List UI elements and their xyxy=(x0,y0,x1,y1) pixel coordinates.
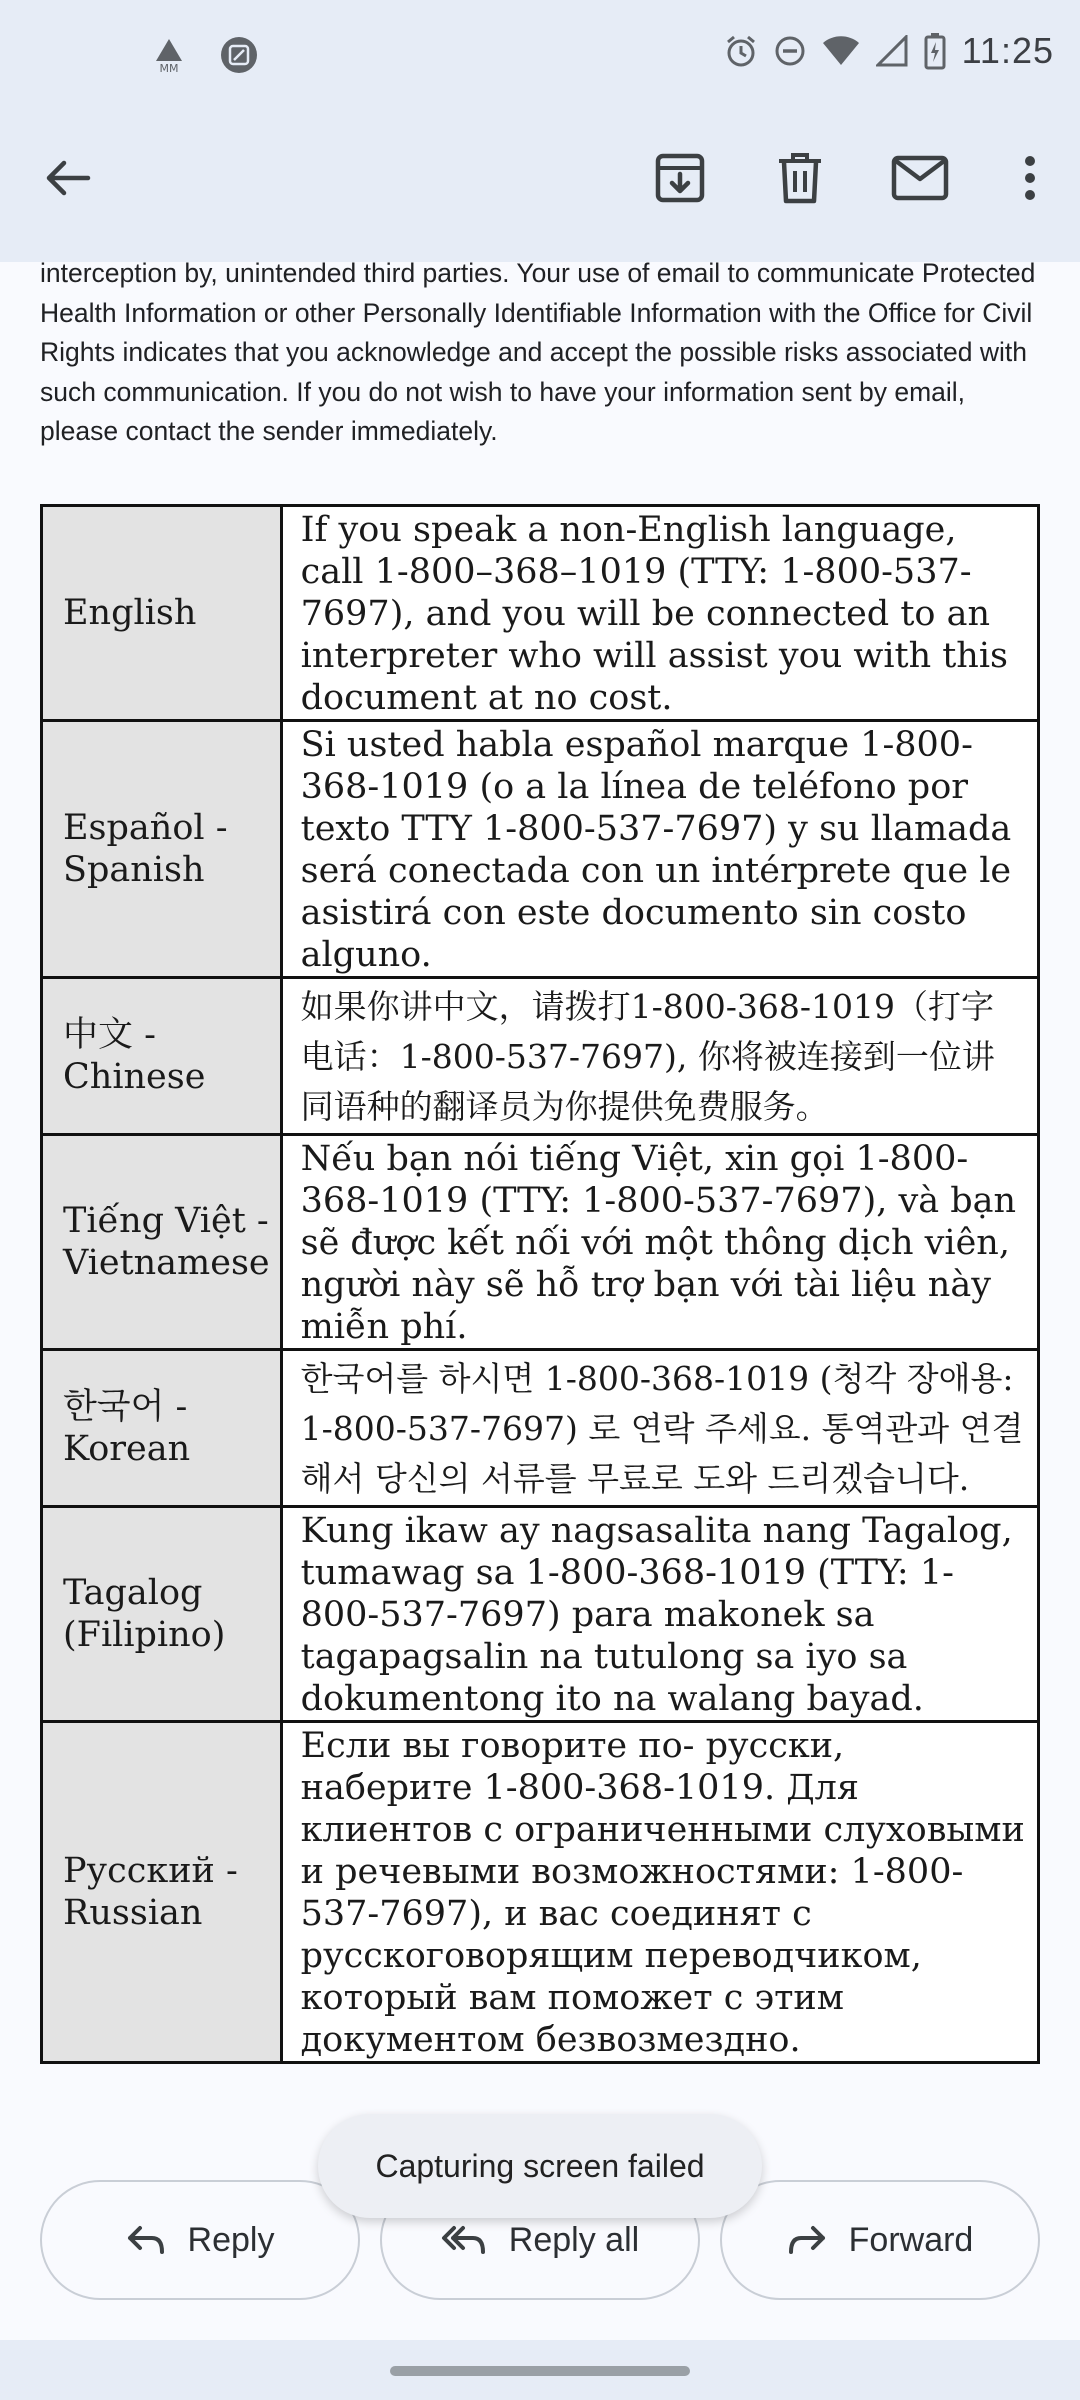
reply-button[interactable] xyxy=(40,2180,360,2300)
language-text: Kung ikaw ay nagsasalita nang Tagalog, tumawag sa 1-800-368-1019 (TTY: 1-800-537-7697) para makonek sa tagapagsalin na tutulong sa iyo sa dokumentong ito na walang bayad. xyxy=(281,1507,1038,1722)
language-text: Если вы говорите по- русски, наберите 1-800-368-1019. Для клиентов с ограниченными слуховыми и речевыми возможностями: 1-800-537-7697), и вас соединят с русскоговорящим переводчиком, который вам поможет с этим документом безвозмездно. xyxy=(281,1722,1038,2063)
table-row xyxy=(42,721,1039,978)
table-row xyxy=(42,1350,1039,1507)
battery-charging-icon xyxy=(924,32,946,70)
table-row xyxy=(42,1135,1039,1350)
reply-all-label: Reply all xyxy=(508,2220,640,2259)
language-name: Русский - Russian xyxy=(42,1722,282,2063)
delete-button[interactable] xyxy=(740,146,860,210)
table-row xyxy=(42,1722,1039,2063)
email-body-text: interception by, unintended third parties. Your use of email to communicate Protected Health Information or other Personally Identifiable Information with the Office for Civil Rights indicates that you acknowledge and accept the possible risks associated with such communication. If you do not wish to have your information sent by email, please contact the sender immediately. xyxy=(40,258,1036,446)
status-time: 11:25 xyxy=(961,30,1054,71)
back-arrow-icon xyxy=(36,146,100,210)
language-text: Si usted habla español marque 1-800-368-1019 (o a la línea de teléfono por texto TTY 1-800-537-7697) y su llamada será conectada con un intérprete que le asistirá con este documento sin costo alguno. xyxy=(281,721,1038,978)
reply-all-icon xyxy=(441,2224,487,2256)
top-bar xyxy=(0,0,1080,262)
reply-icon xyxy=(126,2224,166,2256)
table-row xyxy=(42,506,1039,721)
do-not-disturb-icon xyxy=(774,35,806,67)
reply-label: Reply xyxy=(187,2220,275,2259)
toast-message: Capturing screen failed xyxy=(318,2114,762,2218)
forward-button[interactable] xyxy=(720,2180,1040,2300)
status-bar xyxy=(0,0,1080,118)
more-vert-icon xyxy=(1023,154,1037,202)
alarm-icon xyxy=(724,34,758,68)
mark-unread-icon xyxy=(891,155,949,201)
forward-icon xyxy=(787,2224,827,2256)
language-name: Tiếng Việt - Vietnamese xyxy=(42,1135,282,1350)
archive-icon xyxy=(654,152,706,204)
back-button[interactable] xyxy=(36,146,100,210)
mark-unread-button[interactable] xyxy=(860,146,980,210)
language-text: 한국어를 하시면 1-800-368-1019 (청각 장애용: 1-800-537-7697) 로 연락 주세요. 통역관과 연결해서 당신의 서류를 무료로 도와 드리겠습니다. xyxy=(281,1350,1038,1507)
home-gesture-handle[interactable] xyxy=(390,2366,690,2376)
archive-button[interactable] xyxy=(620,146,740,210)
drive-upload-icon xyxy=(152,37,186,73)
language-name: 한국어 - Korean xyxy=(42,1350,282,1507)
navigation-bar xyxy=(0,2340,1080,2400)
screen-record-icon xyxy=(220,36,258,74)
language-text: 如果你讲中文，请拨打1-800-368-1019（打字电话：1-800-537-7697), 你将被连接到一位讲同语种的翻译员为你提供免费服务。 xyxy=(281,978,1038,1135)
cell-signal-icon xyxy=(876,35,908,67)
language-name: English xyxy=(42,506,282,721)
forward-label: Forward xyxy=(848,2220,974,2259)
wifi-icon xyxy=(822,35,860,67)
delete-icon xyxy=(776,152,824,204)
language-name: Español - Spanish xyxy=(42,721,282,978)
table-row xyxy=(42,978,1039,1135)
language-text: If you speak a non-English language, call 1-800–368–1019 (TTY: 1-800-537-7697), and you will be connected to an interpreter who will assist you with this document at no cost. xyxy=(281,506,1038,721)
app-bar xyxy=(0,118,1080,262)
more-options-button[interactable] xyxy=(980,146,1080,210)
language-assistance-table xyxy=(40,504,1040,2064)
language-name: Tagalog (Filipino) xyxy=(42,1507,282,1722)
language-name: 中文 - Chinese xyxy=(42,978,282,1135)
table-row xyxy=(42,1507,1039,1722)
language-text: Nếu bạn nói tiếng Việt, xin gọi 1-800-368-1019 (TTY: 1-800-537-7697), và bạn sẽ được kết nối với một thông dịch viên, người này sẽ hỗ trợ bạn với tài liệu này miễn phí. xyxy=(281,1135,1038,1350)
svg-text:MM: MM xyxy=(159,62,179,73)
